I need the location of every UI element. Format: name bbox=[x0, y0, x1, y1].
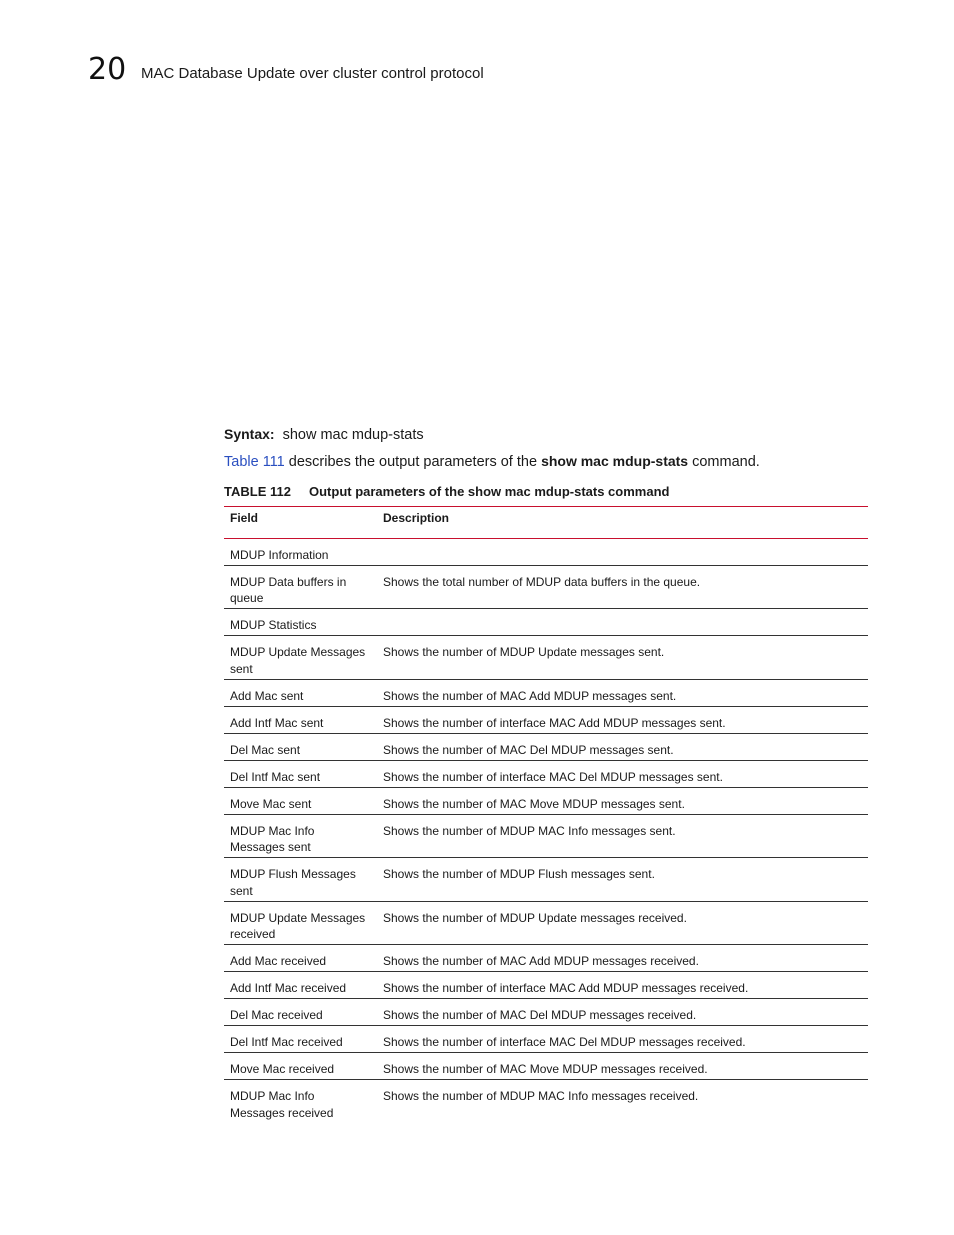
table-row bbox=[224, 1026, 868, 1053]
field-cell: Del Mac sent bbox=[224, 733, 377, 760]
table-caption-number: TABLE 112 bbox=[224, 484, 291, 499]
table-caption-title: Output parameters of the show mac mdup-stats command bbox=[309, 484, 670, 499]
table-row bbox=[224, 679, 868, 706]
syntax-command: show mac mdup-stats bbox=[282, 427, 424, 443]
description-cell: Shows the number of interface MAC Del MDUP messages sent. bbox=[377, 760, 868, 787]
table-row bbox=[224, 972, 868, 999]
table-row bbox=[224, 858, 868, 902]
field-cell: Del Mac received bbox=[224, 999, 377, 1026]
description-cell: Shows the number of MAC Add MDUP messages received. bbox=[377, 945, 868, 972]
description-cell: Shows the number of MAC Move MDUP messages received. bbox=[377, 1053, 868, 1080]
table-row bbox=[224, 1080, 868, 1123]
table-row bbox=[224, 733, 868, 760]
description-cell: Shows the number of MAC Del MDUP messages received. bbox=[377, 999, 868, 1026]
description-text-after: command. bbox=[688, 454, 760, 470]
table-row bbox=[224, 1053, 868, 1080]
table-header-row bbox=[224, 507, 868, 539]
column-header-description: Description bbox=[377, 507, 868, 539]
description-cell: Shows the number of MDUP Update messages received. bbox=[377, 901, 868, 945]
description-cell: Shows the number of interface MAC Add MDUP messages sent. bbox=[377, 706, 868, 733]
description-cell bbox=[377, 538, 868, 565]
table-row bbox=[224, 609, 868, 636]
description-cell: Shows the number of interface MAC Del MDUP messages received. bbox=[377, 1026, 868, 1053]
table-row bbox=[224, 999, 868, 1026]
table-row bbox=[224, 538, 868, 565]
field-cell: MDUP Data buffers in queue bbox=[224, 565, 377, 609]
field-cell: Move Mac sent bbox=[224, 787, 377, 814]
description-text-before: describes the output parameters of the bbox=[284, 454, 542, 470]
field-cell: Add Mac received bbox=[224, 945, 377, 972]
field-cell: MDUP Mac Info Messages sent bbox=[224, 814, 377, 858]
description-cell: Shows the total number of MDUP data buffers in the queue. bbox=[377, 565, 868, 609]
field-cell: Add Intf Mac sent bbox=[224, 706, 377, 733]
description-cell: Shows the number of MAC Move MDUP messages sent. bbox=[377, 787, 868, 814]
field-cell: MDUP Flush Messages sent bbox=[224, 858, 377, 902]
field-cell: Del Intf Mac sent bbox=[224, 760, 377, 787]
description-cell: Shows the number of MAC Del MDUP messages sent. bbox=[377, 733, 868, 760]
table-row bbox=[224, 760, 868, 787]
field-cell: MDUP Update Messages received bbox=[224, 901, 377, 945]
description-cell: Shows the number of MDUP Flush messages sent. bbox=[377, 858, 868, 902]
table-row bbox=[224, 706, 868, 733]
field-cell: Add Mac sent bbox=[224, 679, 377, 706]
syntax-label: Syntax: bbox=[224, 426, 275, 442]
field-cell: Move Mac received bbox=[224, 1053, 377, 1080]
table-caption bbox=[224, 483, 669, 501]
table-row bbox=[224, 787, 868, 814]
field-cell: MDUP Information bbox=[224, 538, 377, 565]
table-row bbox=[224, 901, 868, 945]
field-cell: MDUP Mac Info Messages received bbox=[230, 1089, 334, 1120]
description-cell: Shows the number of MDUP MAC Info messages received. bbox=[383, 1089, 699, 1103]
description-cell: Shows the number of MDUP MAC Info messages sent. bbox=[377, 814, 868, 858]
table-row bbox=[224, 945, 868, 972]
table-row bbox=[224, 814, 868, 858]
field-cell: MDUP Statistics bbox=[224, 609, 377, 636]
description-cell bbox=[377, 609, 868, 636]
chapter-number: 20 bbox=[88, 52, 127, 87]
syntax-line bbox=[224, 424, 424, 445]
table-row bbox=[224, 636, 868, 680]
description-cell: Shows the number of interface MAC Add MDUP messages received. bbox=[377, 972, 868, 999]
field-cell: Del Intf Mac received bbox=[224, 1026, 377, 1053]
field-cell: MDUP Update Messages sent bbox=[224, 636, 377, 680]
table-row bbox=[224, 565, 868, 609]
table-reference-link[interactable]: Table 111 bbox=[224, 454, 285, 470]
description-command: show mac mdup-stats bbox=[541, 453, 689, 469]
output-parameters-table bbox=[224, 506, 868, 1123]
column-header-field: Field bbox=[224, 507, 377, 539]
description-cell: Shows the number of MDUP Update messages sent. bbox=[377, 636, 868, 680]
chapter-title: MAC Database Update over cluster control protocol bbox=[141, 65, 484, 82]
description-cell: Shows the number of MAC Add MDUP messages sent. bbox=[377, 679, 868, 706]
field-cell: Add Intf Mac received bbox=[224, 972, 377, 999]
description-paragraph bbox=[224, 451, 760, 472]
